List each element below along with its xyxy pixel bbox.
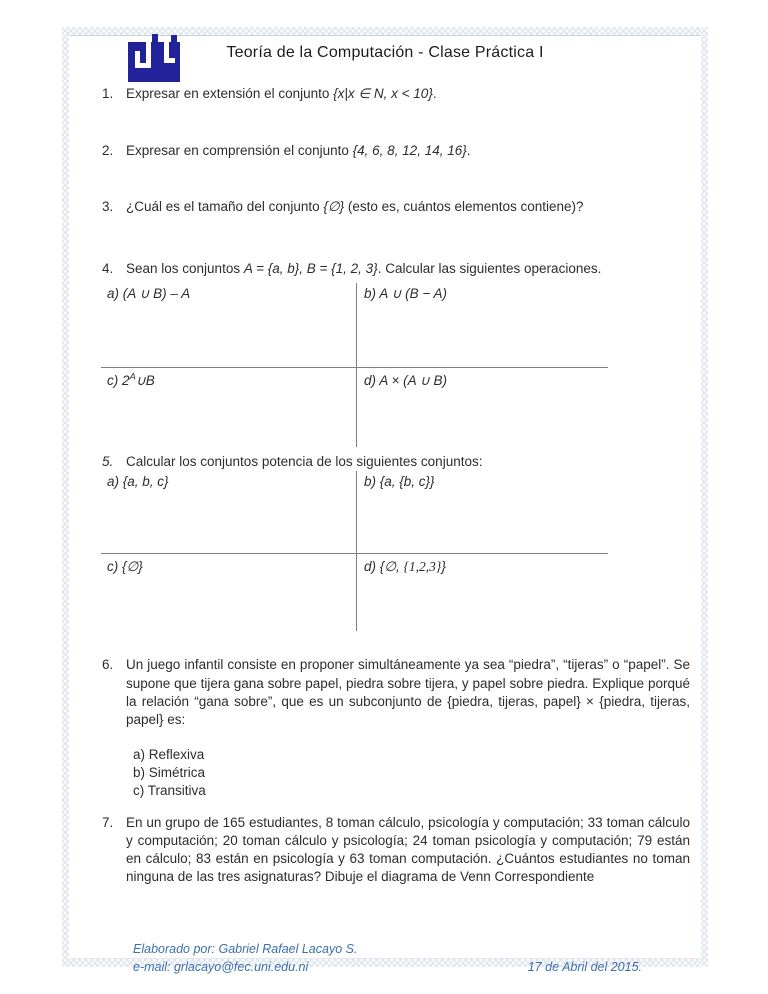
exercise-3-text-after: (esto es, cuántos elementos contiene)?: [344, 198, 584, 214]
exercise-5-item-b: b) {a, {b, c}}: [364, 474, 435, 490]
exercise-6-option-a: a) Reflexiva: [133, 746, 205, 762]
exercise-2: [102, 142, 690, 160]
exercise-6-body: [126, 656, 690, 800]
exercise-1-text-after: .: [432, 86, 437, 101]
exercise-3-number: 3.: [102, 198, 114, 214]
exercise-1-text-before: Expresar en extensión el conjunto: [126, 86, 334, 101]
exercise-4-item-a: a) (A ∪ B) – A: [107, 286, 191, 302]
exercise-5-item-d-pre: d) {∅,: [364, 559, 404, 575]
exercise-4-text-before: Sean los conjuntos: [126, 260, 244, 276]
exercise-4: [102, 260, 690, 278]
exercise-6-text: Un juego infantil consiste en proponer simultáneamente ya sea “piedra”, “tijeras” o “papel”. Se supone que tijera gana sobre papel, piedra sobre tijera, y papel sobre piedra. Explique porqué la relación “gana sobre”, que es un subconjunto de {piedra, tijeras, papel} × {piedra, tijeras, papel} es:: [126, 657, 690, 728]
exercise-7-number: 7.: [102, 814, 114, 830]
exercise-4-operations-grid: [101, 283, 608, 447]
page-footer: [133, 940, 642, 976]
exercise-4-number: 4.: [102, 260, 114, 276]
exercise-5-item-d-post: }: [441, 559, 446, 575]
exercise-2-text-before: Expresar en comprensión el conjunto: [126, 143, 353, 159]
exercise-4-text: [126, 260, 690, 278]
exercise-4-item-b: b) A ∪ (B − A): [364, 286, 448, 302]
footer-row2: [133, 958, 642, 976]
exercise-3-text: [126, 198, 690, 216]
footer-author: Elaborado por: Gabriel Rafael Lacayo S.: [133, 942, 358, 956]
footer-email: e-mail: grlacayo@fec.uni.edu.ni: [133, 960, 309, 974]
exercise-7: [102, 814, 690, 887]
exercise-5: [102, 453, 690, 471]
exercise-1: [102, 85, 690, 103]
page-title: Teoría de la Computación - Clase Práctica I: [226, 44, 544, 61]
grid5-vertical-divider: [356, 471, 357, 631]
exercise-4-item-c: [107, 372, 155, 390]
exercise-5-item-d: [364, 558, 446, 576]
exercise-6-option-c: c) Transitiva: [133, 783, 206, 799]
exercise-4-item-c-exponent: A: [129, 371, 136, 383]
exercise-5-item-d-serif: {1,2,3}: [403, 559, 442, 575]
exercise-2-text: [126, 142, 690, 160]
exercise-5-text: Calcular los conjuntos potencia de los siguientes conjuntos:: [126, 454, 483, 470]
grid5-horizontal-divider: [101, 553, 608, 554]
exercise-4-item-c-base: c) 2: [107, 373, 130, 389]
exercise-4-item-c-rest: ∪B: [135, 373, 155, 389]
exercise-2-number: 2.: [102, 143, 114, 159]
exercise-5-sets-grid: [101, 471, 608, 631]
exercise-4-item-d: d) A × (A ∪ B): [364, 373, 448, 389]
exercise-4-math: A = {a, b}, B = {1, 2, 3}: [243, 260, 378, 276]
exercise-3-text-before: ¿Cuál es el tamaño del conjunto: [126, 198, 324, 214]
exercise-3: [102, 198, 690, 216]
exercise-list: [102, 85, 690, 887]
footer-date: 17 de Abril del 2015.: [527, 960, 642, 974]
exercise-3-math: {∅}: [323, 198, 345, 214]
exercise-5-item-a: a) {a, b, c}: [107, 474, 169, 490]
exercise-2-text-after: .: [466, 143, 471, 159]
exercise-5-item-c: c) {∅}: [107, 559, 143, 575]
exercise-6-option-b: b) Simétrica: [133, 764, 206, 780]
exercise-7-text: En un grupo de 165 estudiantes, 8 toman cálculo, psicología y computación; 33 toman cálculo y computación; 20 toman cálculo y psicología; 24 toman psicología y computación; 79 están en cálculo; 83 están en psicología y 63 toman computación. ¿Cuántos estudiantes no toman ninguna de las tres asignaturas? Dibuje el diagrama de Venn Correspondiente: [126, 814, 690, 885]
exercise-1-math: {x|x ∈ N, x < 10}: [333, 86, 433, 101]
exercise-1-text: [126, 85, 690, 103]
grid4-vertical-divider: [356, 283, 357, 447]
exercise-5-number: 5.: [102, 454, 114, 470]
exercise-2-math: {4, 6, 8, 12, 14, 16}: [352, 143, 467, 159]
exercise-6-options: [126, 746, 690, 801]
exercise-4-text-after: . Calcular las siguientes operaciones.: [377, 260, 602, 276]
grid4-horizontal-divider: [101, 367, 608, 368]
exercise-6-number: 6.: [102, 657, 114, 673]
page-content: [62, 27, 708, 974]
exercise-1-number: 1.: [102, 86, 114, 101]
exercise-6: [102, 656, 690, 800]
